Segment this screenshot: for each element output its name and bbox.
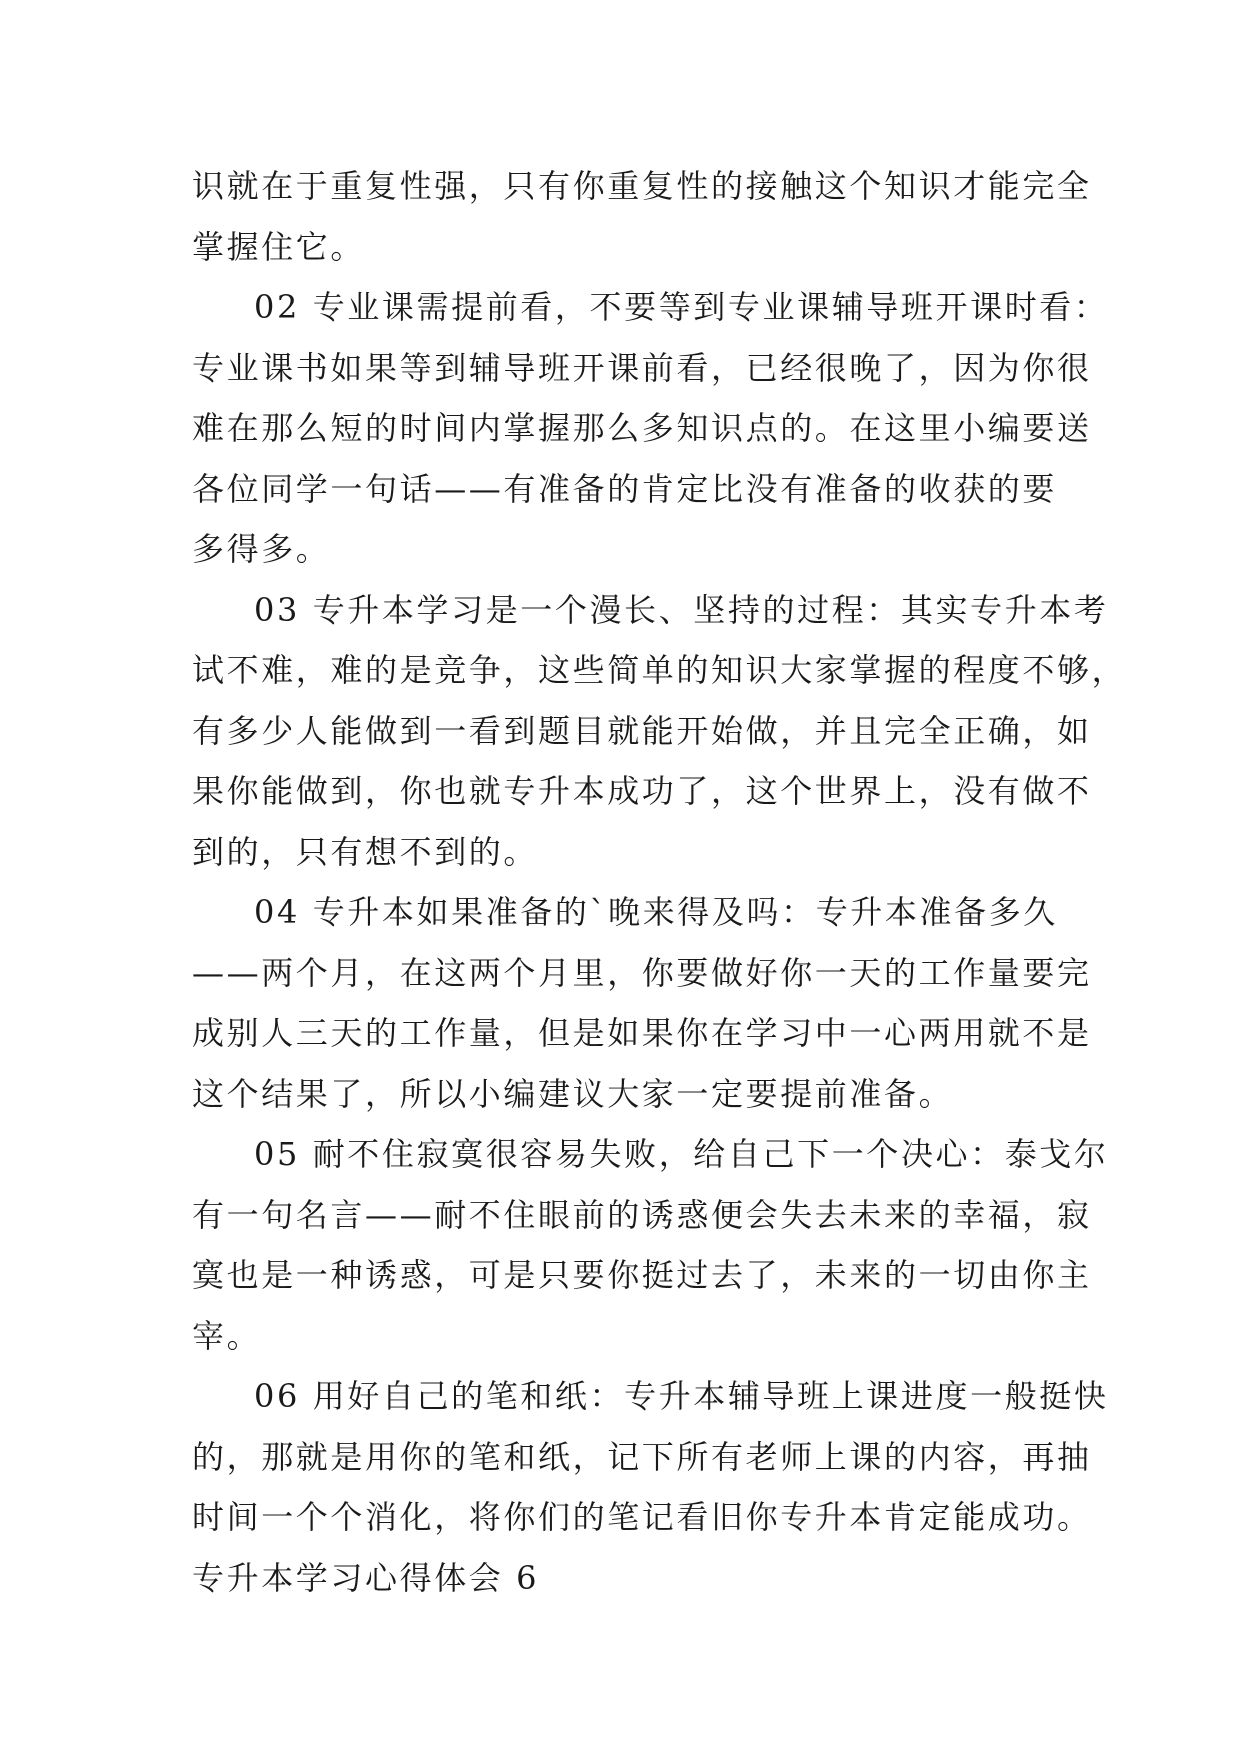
text-line: 多得多。 [192, 530, 331, 568]
text-line: 难在那么短的时间内掌握那么多知识点的。在这里小编要送 [192, 409, 1092, 447]
paragraph-06-heading-line: 06 用好自己的笔和纸：专升本辅导班上课进度一般挺快 [254, 1377, 1109, 1415]
text-line: 有一句名言——耐不住眼前的诱惑便会失去未来的幸福，寂 [192, 1195, 1092, 1234]
text-line: 成别人三天的工作量，但是如果你在学习中一心两用就不是 [192, 1014, 1092, 1052]
text-line: 宰。 [192, 1316, 262, 1355]
document-body [192, 156, 1127, 1608]
section-title: 专升本学习心得体会 6 [192, 1558, 540, 1597]
text-line: 果你能做到，你也就专升本成功了，这个世界上，没有做不 [192, 772, 1092, 810]
paragraph-03-heading-line: 03 专升本学习是一个漫长、坚持的过程：其实专升本考 [254, 590, 1109, 629]
text-line: 寞也是一种诱惑，可是只要你挺过去了，未来的一切由你主 [192, 1256, 1092, 1294]
text-line: 专业课书如果等到辅导班开课前看，已经很晚了，因为你很 [192, 348, 1092, 387]
paragraph-02-heading-line: 02 专业课需提前看，不要等到专业课辅导班开课时看： [254, 288, 1109, 326]
text-line: 这个结果了，所以小编建议大家一定要提前准备。 [192, 1074, 954, 1113]
text-line: 时间一个个消化，将你们的笔记看旧你专升本肯定能成功。 [192, 1498, 1092, 1536]
text-line: 识就在于重复性强，只有你重复性的接触这个知识才能完全 [192, 167, 1092, 205]
text-line: 各位同学一句话——有准备的肯定比没有准备的收获的要 [192, 469, 1058, 508]
text-line: 到的，只有想不到的。 [192, 832, 539, 871]
text-line: 试不难，难的是竞争，这些简单的知识大家掌握的程度不够， [192, 651, 1127, 689]
paragraph-05-heading-line: 05 耐不住寂寞很容易失败，给自己下一个决心：泰戈尔 [254, 1135, 1109, 1173]
text-line: 有多少人能做到一看到题目就能开始做，并且完全正确，如 [192, 711, 1092, 750]
text-line: 掌握住它。 [192, 227, 366, 266]
text-line: ——两个月，在这两个月里，你要做好你一天的工作量要完 [192, 953, 1092, 992]
paragraph-04-heading-line: 04 专升本如果准备的`晚来得及吗：专升本准备多久 [254, 893, 1058, 931]
text-line: 的，那就是用你的笔和纸，记下所有老师上课的内容，再抽 [192, 1437, 1092, 1476]
